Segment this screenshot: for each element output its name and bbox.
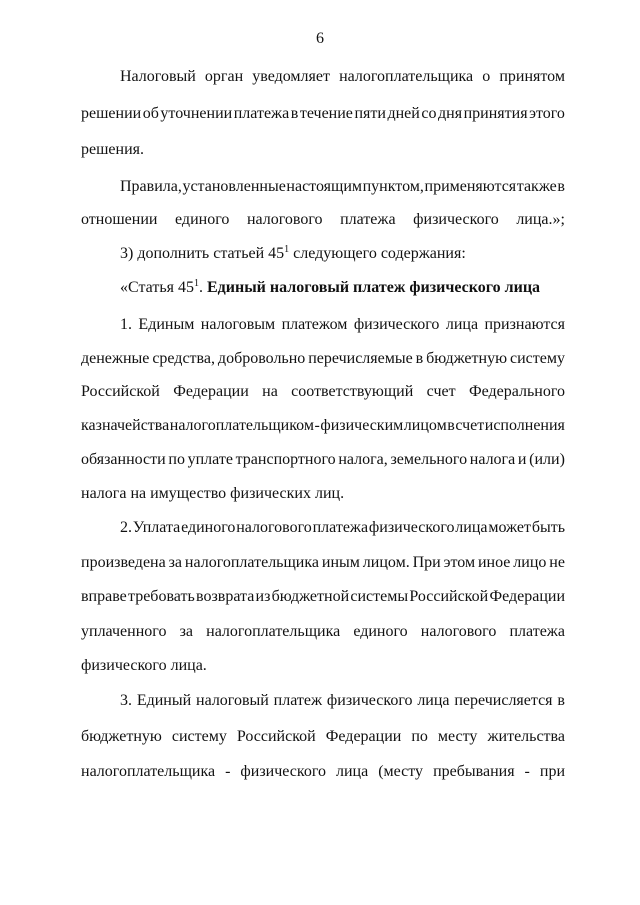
word: физического [240,763,326,780]
word: признаются [484,316,565,333]
word: - [225,763,231,780]
word: счет [455,417,485,434]
word: уведомляет [252,68,330,85]
page-number: 6 [316,30,324,47]
text-line [120,517,565,539]
word: принятия [463,105,528,122]
word: налогового [420,623,497,640]
article-separator: . [198,279,207,296]
word: перечисляется [454,692,553,709]
word: обязанности [81,451,166,468]
word: системы [350,588,409,605]
word: Правила, [120,178,182,195]
word: 3. [120,692,132,709]
word: налогового [236,519,312,536]
word: лицом. [362,554,410,571]
word: со [421,105,437,122]
text-line [81,761,565,783]
text-line [81,586,565,608]
word: произведена [81,554,166,571]
word: иным [321,554,360,571]
word: добровольно [217,350,306,367]
word: платежом [281,316,348,333]
word: лица [445,316,479,333]
word: лицом [403,417,447,434]
word: не [549,554,565,571]
text-line [81,449,565,471]
word: счет [426,383,456,400]
word: в [290,105,299,122]
word: применяются [424,178,517,195]
word: налогоплательщика [206,623,341,640]
superscript: 1 [193,278,199,289]
word: установленные [182,178,286,195]
word: месту [437,728,478,745]
word: орган [204,68,244,85]
word: настоящим [286,178,363,195]
word: физического [326,692,413,709]
line-text: 3) дополнить статьей 45 [120,245,285,262]
word: налога, [338,451,388,468]
text-line [81,103,565,125]
word: - [524,763,530,780]
word: Российской [81,383,160,400]
line-text: следующего содержания: [289,245,466,262]
word: дней [387,105,420,122]
text-line [120,66,565,88]
word: в [415,350,424,367]
word: денежные [81,350,150,367]
word: физического [368,519,455,536]
word: физическим [320,417,404,434]
word: принятом [499,68,565,85]
word: уточнении [160,105,233,122]
word: требовать [128,588,195,605]
word: о [482,68,491,85]
word: (месту [378,763,424,780]
word: физического [353,316,440,333]
word: и [517,451,527,468]
word: 2. [120,519,132,536]
word: налога [469,451,516,468]
word: систему [509,350,565,367]
word: исполнения [484,417,565,434]
word: лица [455,519,488,536]
word: Федерального [468,383,565,400]
word: этого [529,105,565,122]
word: в [557,178,565,195]
text-line [81,621,565,643]
word: также [516,178,557,195]
word: Федерации [489,588,565,605]
word: казначейства [81,417,170,434]
word: об [142,105,159,122]
word: налогоплательщика [81,763,216,780]
word: за [179,623,193,640]
word: налогового [246,211,323,228]
word: налогоплательщика [184,554,319,571]
word: платежа [340,211,396,228]
word: При [412,554,441,571]
word: перечисляемые [308,350,413,367]
word: лица.»; [516,211,565,228]
word: бюджетную [426,350,508,367]
word: налоговый [196,692,269,709]
word: налогоплательщика [339,68,474,85]
text-line: физического лица. [81,657,207,674]
word: земельного [390,451,468,468]
word: Уплата [132,519,181,536]
word: платеж [273,692,323,709]
article-label: «Статья 45 [120,279,194,296]
word: возврата [196,588,255,605]
word: единого [181,519,236,536]
word: Федерации [173,383,249,400]
word: быть [531,519,565,536]
word: в [557,692,565,709]
word: лица [417,692,450,709]
word: пребывания [433,763,515,780]
word: платежа [312,519,369,536]
word: - [314,417,320,434]
word: жительства [487,728,565,745]
word: Федерации [325,728,402,745]
word: по [411,728,428,745]
text-line [81,209,565,231]
word: средства, [152,350,215,367]
word: (или) [529,451,565,468]
word: платежа [233,105,290,122]
word: вправе [81,588,127,605]
word: Единый [136,692,192,709]
word: бюджетной [271,588,350,605]
word: иное [477,554,511,571]
word: уплате [187,451,233,468]
word: единого [353,623,408,640]
text-line [81,381,565,403]
word: налоговым [200,316,276,333]
word: Налоговый [120,68,196,85]
word: физического [413,211,499,228]
text-line [120,314,565,336]
amendment-line [120,243,466,265]
word: за [168,554,183,571]
word: дня [438,105,463,122]
word: Единым [138,316,195,333]
text-line [81,415,565,437]
word: единого [175,211,230,228]
word: этом [443,554,476,571]
word: решении [81,105,142,122]
word: в [447,417,455,434]
text-line [81,726,565,748]
text-line [81,348,565,370]
word: систему [171,728,227,745]
text-line [81,552,565,574]
text-line: налога на имущество физических лиц. [81,485,345,502]
word: соответствующий [291,383,414,400]
word: уплаченного [81,623,167,640]
article-title: Единый налоговый платеж физического лица [206,279,541,296]
text-line [120,690,565,712]
word: по [168,451,185,468]
word: 1. [120,316,132,333]
text-line [120,176,565,198]
word: из [255,588,271,605]
word: может [488,519,531,536]
word: транспортного [235,451,336,468]
article-heading [120,277,540,299]
text-line: решения. [81,141,145,158]
word: лица [336,763,369,780]
word: платежа [509,623,565,640]
word: отношении [81,211,158,228]
word: при [539,763,565,780]
word: бюджетную [81,728,162,745]
word: пяти [354,105,386,122]
word: лицо [513,554,547,571]
word: Российской [236,728,316,745]
word: Российской [409,588,489,605]
word: налогоплательщиком [169,417,314,434]
superscript: 1 [284,244,290,255]
word: течение [299,105,353,122]
word: пунктом, [362,178,424,195]
word: на [262,383,278,400]
